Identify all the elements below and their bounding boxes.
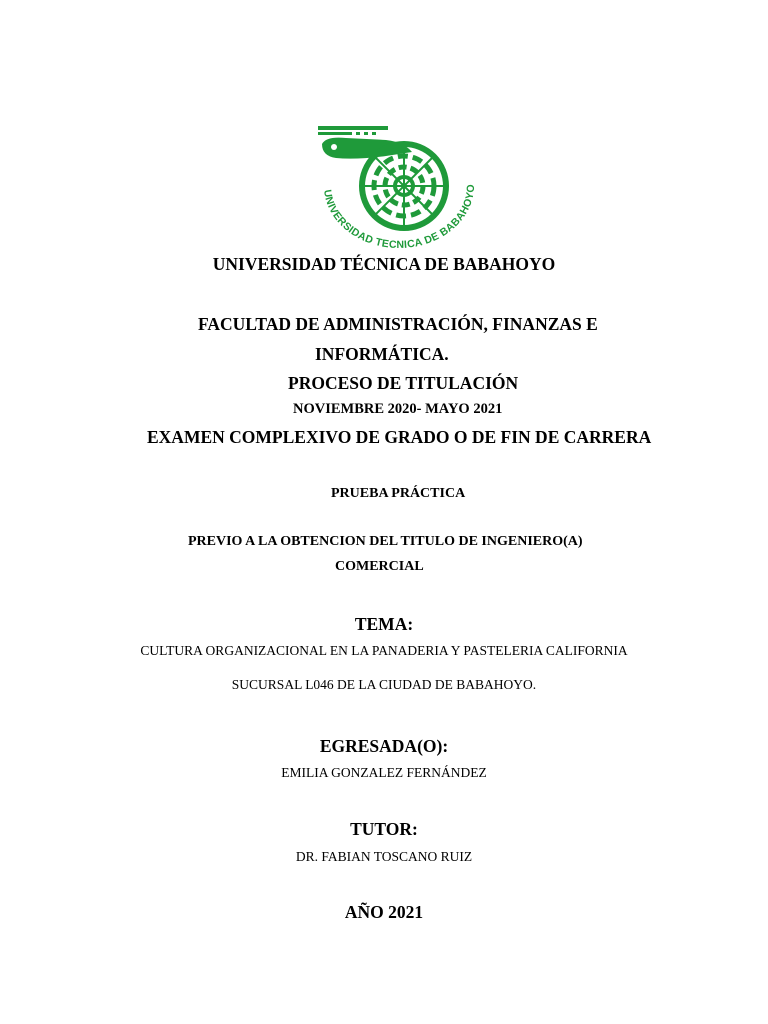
topic-line-2: SUCURSAL L046 DE LA CIUDAD DE BABAHOYO. xyxy=(231,677,537,692)
graduate-heading: EGRESADA(O): xyxy=(319,736,449,756)
seal-lettering: UNIVERSIDAD TECNICA DE BABAHOYO xyxy=(321,183,478,250)
university-name: UNIVERSIDAD TÉCNICA DE BABAHOYO xyxy=(212,254,556,274)
year-label: AÑO 2021 xyxy=(344,902,424,922)
tutor-heading: TUTOR: xyxy=(350,819,418,839)
degree-line-2: COMERCIAL xyxy=(335,559,424,574)
faculty-line-1: FACULTAD DE ADMINISTRACIÓN, FINANZAS E xyxy=(198,314,598,334)
process-title: PROCESO DE TITULACIÓN xyxy=(288,373,519,393)
tutor-name: DR. FABIAN TOSCANO RUIZ xyxy=(295,849,473,864)
degree-line-1: PREVIO A LA OBTENCION DEL TITULO DE INGENIERO(A) xyxy=(188,534,583,549)
topic-heading: TEMA: xyxy=(354,614,414,634)
test-type: PRUEBA PRÁCTICA xyxy=(331,486,466,501)
university-seal-logo xyxy=(316,124,482,250)
period-dates: NOVIEMBRE 2020- MAYO 2021 xyxy=(293,401,503,417)
graduate-name: EMILIA GONZALEZ FERNÁNDEZ xyxy=(281,765,487,780)
exam-title: EXAMEN COMPLEXIVO DE GRADO O DE FIN DE CARRERA xyxy=(147,427,652,447)
faculty-line-2: INFORMÁTICA. xyxy=(315,344,449,364)
topic-line-1: CULTURA ORGANIZACIONAL EN LA PANADERIA Y PASTELERIA CALIFORNIA xyxy=(140,643,628,658)
